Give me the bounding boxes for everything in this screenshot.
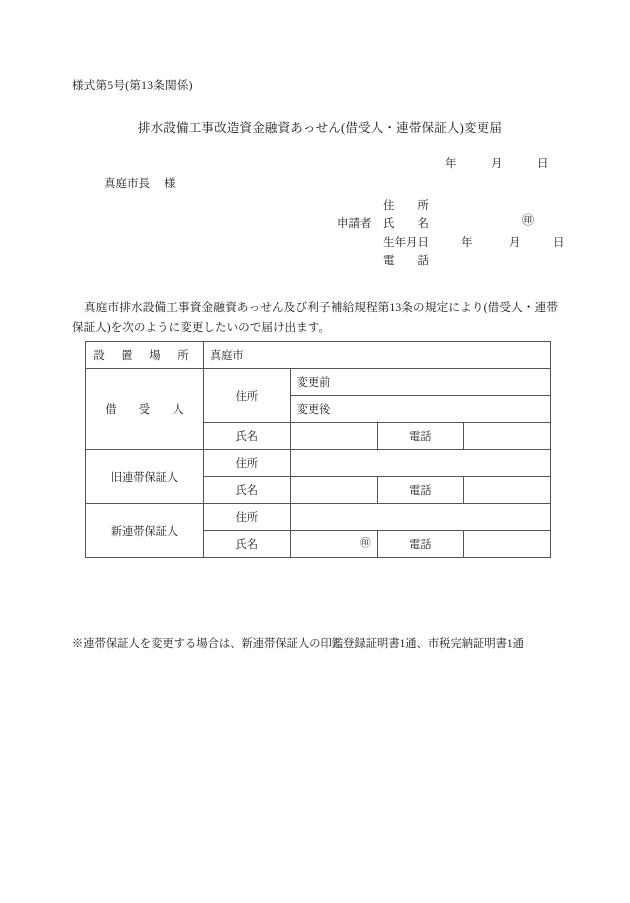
old-guarantor-label: 旧連帯保証人 [86, 450, 204, 504]
old-guarantor-tel-value[interactable] [464, 477, 551, 504]
applicant-birth-day-label: 日 [553, 236, 565, 249]
applicant-tel-label: 電 話 [383, 255, 429, 268]
table-row-old-guarantor-address [86, 450, 551, 477]
borrower-address-before[interactable]: 変更前 [290, 369, 550, 396]
applicant-block [337, 197, 565, 271]
borrower-label: 借 受 人 [86, 369, 204, 450]
applicant-tel-row [337, 252, 553, 270]
borrower-name-label: 氏名 [204, 423, 291, 450]
applicant-birth-year-label: 年 [461, 236, 473, 249]
addressee [104, 175, 176, 191]
old-guarantor-address-label: 住所 [204, 450, 291, 477]
addressee-honorific: 様 [164, 178, 176, 190]
old-guarantor-tel-label: 電話 [377, 477, 464, 504]
form-code: 様式第5号(第13条関係) [72, 80, 193, 92]
date-day-label: 日 [537, 158, 549, 170]
change-notification-table [85, 341, 551, 558]
table-row-borrower-address-before [86, 369, 551, 396]
borrower-tel-label: 電話 [377, 423, 464, 450]
borrower-name-value[interactable] [290, 423, 377, 450]
borrower-tel-value[interactable] [464, 423, 551, 450]
date-month-label: 月 [491, 158, 503, 170]
date-line [380, 155, 555, 171]
old-guarantor-address-value[interactable] [290, 450, 550, 477]
new-guarantor-address-label: 住所 [204, 504, 291, 531]
location-label: 設 置 場 所 [86, 342, 204, 369]
applicant-seal-icon: ㊞ [522, 213, 535, 227]
new-guarantor-name-label: 氏名 [204, 531, 291, 558]
new-guarantor-tel-label: 電話 [377, 531, 464, 558]
applicant-address-label: 住 所 [383, 200, 429, 212]
new-guarantor-tel-value[interactable] [464, 531, 551, 558]
applicant-address-row [337, 197, 553, 215]
old-guarantor-name-value[interactable] [290, 477, 377, 504]
table-row-location [86, 342, 551, 369]
new-guarantor-address-value[interactable] [290, 504, 550, 531]
applicant-birth-row [337, 234, 565, 252]
new-guarantor-label: 新連帯保証人 [86, 504, 204, 558]
applicant-birth-month-label: 月 [509, 236, 521, 249]
footnote: ※連帯保証人を変更する場合は、新連帯保証人の印鑑登録証明書1通、市税完納証明書1通 [72, 638, 524, 650]
applicant-lead-label: 申請者 [337, 218, 372, 231]
new-guarantor-name-cell[interactable] [290, 531, 377, 558]
borrower-address-after[interactable]: 変更後 [290, 396, 550, 423]
document-title: 排水設備工事改造資金融資あっせん(借受人・連帯保証人)変更届 [137, 121, 503, 135]
addressee-name: 真庭市長 [104, 178, 150, 190]
location-value[interactable]: 真庭市 [204, 342, 551, 369]
borrower-address-label: 住所 [204, 369, 291, 423]
applicant-birth-label: 生年月日 [383, 236, 429, 249]
applicant-name-label: 氏 名 [383, 218, 429, 231]
date-year-label: 年 [445, 158, 457, 170]
table-row-new-guarantor-address [86, 504, 551, 531]
new-guarantor-seal-icon: ㊞ [360, 537, 371, 549]
old-guarantor-name-label: 氏名 [204, 477, 291, 504]
applicant-name-row [337, 215, 553, 233]
body-paragraph: 真庭市排水設備工事資金融資あっせん及び利子補給規程第13条の規定により(借受人・連帯保証人)を次のように変更したいので届け出ます。 [72, 301, 558, 334]
